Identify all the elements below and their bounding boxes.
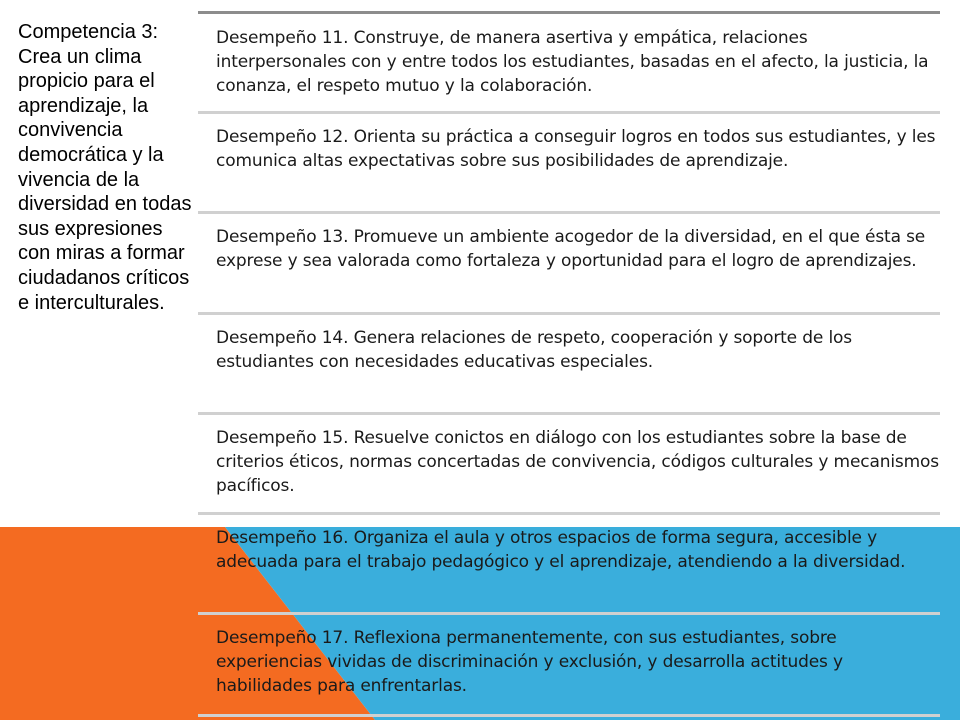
- desempeno-text: Desempeño 12. Orienta su práctica a conseguir logros en todos sus estudiantes, y les comunica altas expectativas sobre sus posibilidades de aprendizaje.: [216, 127, 936, 171]
- row-divider: [198, 211, 940, 214]
- table-top-rule: [198, 11, 940, 14]
- desempeno-text: Desempeño 15. Resuelve conictos en diálogo con los estudiantes sobre la base de criterios éticos, normas concertadas de convivencia, códigos culturales y mecanismos pacíficos.: [216, 428, 940, 496]
- desempeno-text: Desempeño 14. Genera relaciones de respeto, cooperación y soporte de los estudiantes con necesidades educativas especiales.: [216, 328, 852, 372]
- competencia-cell: Competencia 3: Crea un clima propicio para el aprendizaje, la convivencia democrática y la vivencia de la diversidad en todas sus expresiones con miras a formar ciudadanos críticos e interculturales.: [18, 21, 192, 314]
- row-divider: [198, 612, 940, 615]
- desempeno-row-11: [198, 26, 940, 98]
- desempeno-row-13: [198, 225, 940, 273]
- row-divider: [198, 412, 940, 415]
- desempeno-row-14: [198, 326, 940, 374]
- desempeno-text: Desempeño 13. Promueve un ambiente acogedor de la diversidad, en el que ésta se exprese y sea valorada como fortaleza y oportunidad para el logro de aprendizajes.: [216, 227, 926, 271]
- row-divider: [198, 714, 940, 717]
- desempeno-row-12: [198, 125, 940, 173]
- desempeno-row-16: [198, 526, 940, 574]
- row-divider: [198, 111, 940, 114]
- desempeno-row-15: [198, 426, 940, 498]
- desempeno-text: Desempeño 11. Construye, de manera asertiva y empática, relaciones interpersonales con y entre todos los estudiantes, basadas en el afecto, la justicia, la conanza, el respeto mutuo y la colaboración.: [216, 28, 929, 96]
- row-divider: [198, 512, 940, 515]
- desempeno-text: Desempeño 17. Reflexiona permanentemente, con sus estudiantes, sobre experiencias vividas de discriminación y exclusión, y desarrolla actitudes y habilidades para enfrentarlas.: [216, 628, 843, 696]
- row-divider: [198, 312, 940, 315]
- desempeno-row-17: [198, 626, 940, 698]
- desempeno-text: Desempeño 16. Organiza el aula y otros espacios de forma segura, accesible y adecuada para el trabajo pedagógico y el aprendizaje, atendiendo a la diversidad.: [216, 528, 906, 572]
